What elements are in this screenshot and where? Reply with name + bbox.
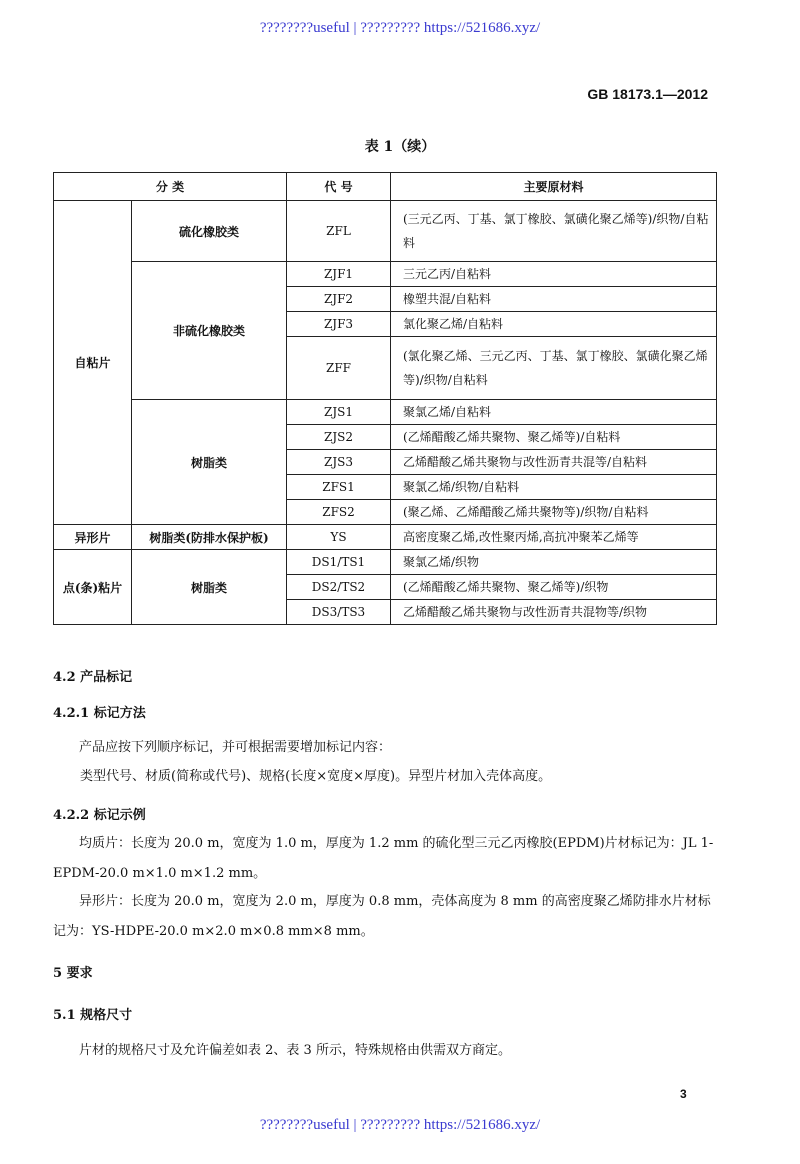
material-cell: 橡塑共混/自粘料 [391,287,717,312]
material-cell: 乙烯醋酸乙烯共聚物与改性沥青共混物等/织物 [391,600,717,625]
watermark-bottom[interactable]: ????????useful | ????????? https://521686.xyz/ [259,1117,541,1133]
section-heading-5: 5 要求 [53,966,93,981]
table-title: 表 1（续） [364,139,436,155]
code-cell: ZJS3 [287,450,391,475]
subgroup-cell: 树脂类 [132,550,287,625]
material-cell: (乙烯醋酸乙烯共聚物、聚乙烯等)/自粘料 [391,425,717,450]
table-row [54,201,717,262]
table-header [54,173,717,201]
code-cell: ZJS1 [287,400,391,425]
header-category: 分 类 [54,173,287,201]
table-row [54,550,717,575]
code-cell: DS1/TS1 [287,550,391,575]
paragraph: 片材的规格尺寸及允许偏差如表 2、表 3 所示，特殊规格由供需双方商定。 [79,1043,511,1058]
header-code: 代 号 [287,173,391,201]
materials-table [53,172,717,625]
code-cell: ZFS1 [287,475,391,500]
page-number: 3 [680,1087,687,1101]
paragraph: 均质片：长度为 20.0 m，宽度为 1.0 m，厚度为 1.2 mm 的硫化型三元乙丙橡胶(EPDM)片材标记为：JL 1-EPDM-20.0 m×1.0 m×1.2 mm。 [53,836,714,881]
material-cell: (氯化聚乙烯、三元乙丙、丁基、氯丁橡胶、氯磺化聚乙烯等)/织物/自粘料 [391,337,717,400]
subgroup-cell: 树脂类 [132,400,287,525]
code-cell: DS3/TS3 [287,600,391,625]
material-cell: (聚乙烯、乙烯醋酸乙烯共聚物等)/织物/自粘料 [391,500,717,525]
code-cell: ZFL [287,201,391,262]
material-cell: (乙烯醋酸乙烯共聚物、聚乙烯等)/织物 [391,575,717,600]
code-cell: ZJS2 [287,425,391,450]
material-cell: 聚氯乙烯/自粘料 [391,400,717,425]
subgroup-cell: 硫化橡胶类 [132,201,287,262]
table-row [54,525,717,550]
code-cell: YS [287,525,391,550]
paragraph: 异形片：长度为 20.0 m，宽度为 2.0 m，厚度为 0.8 mm，壳体高度为 8 mm 的高密度聚乙烯防排水片材标记为：YS-HDPE-20.0 m×2.0 m×0.8 mm×8 mm。 [53,894,711,939]
code-cell: ZJF1 [287,262,391,287]
section-heading-4-2: 4.2 产品标记 [53,670,133,685]
section-heading-4-2-2: 4.2.2 标记示例 [53,808,146,823]
code-cell: ZFS2 [287,500,391,525]
section-heading-4-2-1: 4.2.1 标记方法 [53,706,146,721]
header-material: 主要原材料 [391,173,717,201]
table-row [54,262,717,287]
paragraph: 产品应按下列顺序标记，并可根据需要增加标记内容： [79,740,392,755]
subgroup-cell: 树脂类(防排水保护板) [132,525,287,550]
watermark-top[interactable]: ????????useful | ????????? https://521686.xyz/ [259,20,541,36]
material-cell: 聚氯乙烯/织物 [391,550,717,575]
material-cell: 高密度聚乙烯,改性聚丙烯,高抗冲聚苯乙烯等 [391,525,717,550]
group-cell: 自粘片 [54,201,132,525]
code-cell: ZJF3 [287,312,391,337]
material-cell: 乙烯醋酸乙烯共聚物与改性沥青共混等/自粘料 [391,450,717,475]
code-cell: ZJF2 [287,287,391,312]
material-cell: 三元乙丙/自粘料 [391,262,717,287]
code-cell: ZFF [287,337,391,400]
code-cell: DS2/TS2 [287,575,391,600]
material-cell: 聚氯乙烯/织物/自粘料 [391,475,717,500]
material-cell: (三元乙丙、丁基、氯丁橡胶、氯磺化聚乙烯等)/织物/自粘料 [391,201,717,262]
group-cell: 异形片 [54,525,132,550]
subgroup-cell: 非硫化橡胶类 [132,262,287,400]
group-cell: 点(条)粘片 [54,550,132,625]
material-cell: 氯化聚乙烯/自粘料 [391,312,717,337]
section-heading-5-1: 5.1 规格尺寸 [53,1008,133,1023]
table-row [54,400,717,425]
standard-number: GB 18173.1—2012 [587,86,708,102]
paragraph: 类型代号、材质(简称或代号)、规格(长度×宽度×厚度)。异型片材加入壳体高度。 [80,769,552,784]
